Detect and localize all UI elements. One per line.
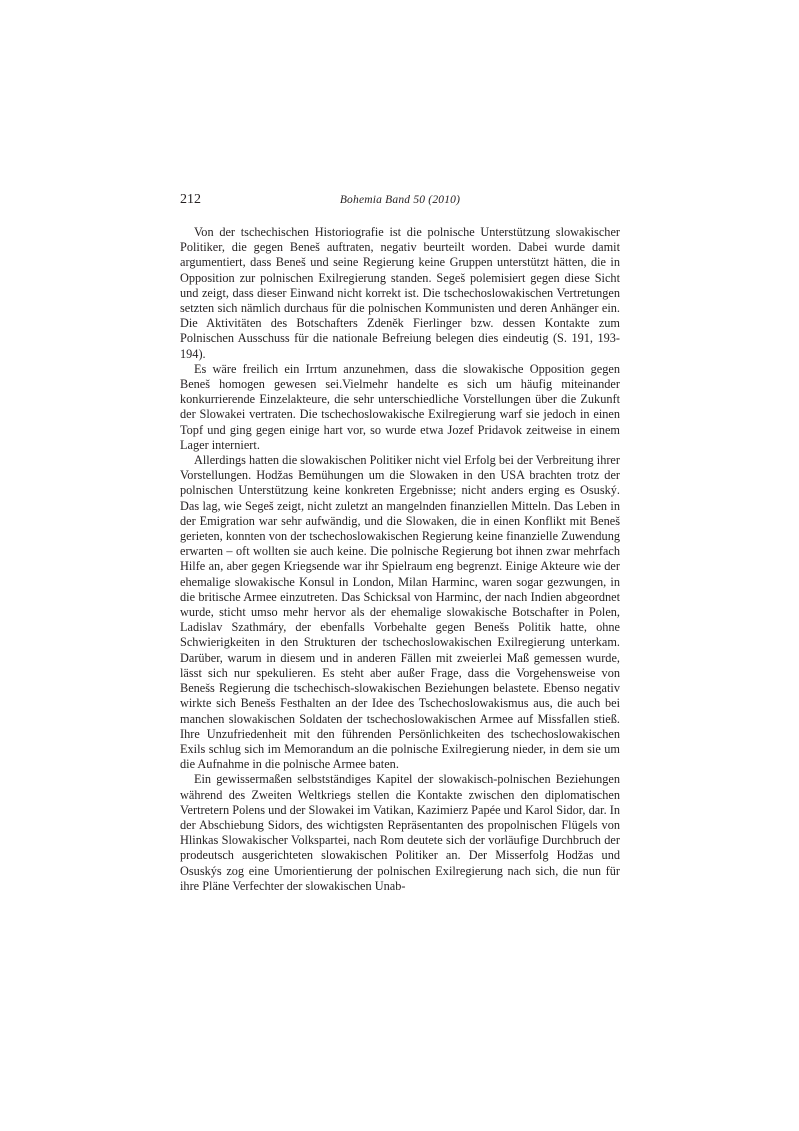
paragraph: Allerdings hatten die slowakischen Politiker nicht viel Erfolg bei der Verbreitung ihrer Vorstellungen. Hodžas Bemühungen um die Slowaken in den USA brachten trotz der polnischen Unterstützung keine konkreten Ergebnisse; nicht anders erging es Osuský. Das lag, wie Segeš zeigt, nicht zuletzt an mangelnden finanziellen Mitteln. Das Leben in der Emigration war sehr aufwändig, und die Slowaken, die in einen Konflikt mit Beneš gerieten, konnten von der tschechoslowakischen Regierung keine finanzielle Zuwendung erwarten – oft wollten sie auch keine. Die polnische Regierung bot ihnen zwar mehrfach Hilfe an, aber gegen Kriegsende war ihr Spielraum eng begrenzt. Einige Akteure wie der ehemalige slowakische Konsul in London, Milan Harminc, waren sogar gezwungen, in die britische Armee einzutreten. Das Schicksal von Harminc, der nach Indien abgeordnet wurde, sticht umso mehr hervor als der ehemalige slowakische Botschafter in Polen, Ladislav Szathmáry, der ebenfalls Vorbehalte gegen Benešs Politik hatte, ohne Schwierigkeiten in den Strukturen der tschechoslowakischen Exilregierung unterkam. Darüber, warum in diesem und in anderen Fällen mit zweierlei Maß gemessen wurde, lässt sich nur spekulieren. Es steht aber außer Frage, dass die Vorgehensweise von Benešs Regierung die tschechisch-slowakischen Beziehungen belastete. Ebenso negativ wirkte sich Benešs Festhalten an der Idee des Tschechoslowakismus aus, die auch bei manchen slowakischen Soldaten der tschechoslowakischen Armee auf Missfallen stieß. Ihre Unzufriedenheit mit den führenden Persönlichkeiten des tschechoslowakischen Exils schlug sich im Memorandum an die polnische Exilregierung nieder, in dem sie um die Aufnahme in die polnische Armee baten. bbox=[180, 453, 620, 772]
paragraph: Ein gewissermaßen selbstständiges Kapitel der slowakisch-polnischen Beziehungen während des Zweiten Weltkriegs stellen die Kontakte zwischen den diplomatischen Vertretern Polens und der Slowakei im Vatikan, Kazimierz Papée und Karol Sidor, dar. In der Abschiebung Sidors, des wichtigsten Repräsentanten des propolnischen Flügels von Hlinkas Slowakischer Volkspartei, nach Rom deutete sich der vorläufige Durchbruch der prodeutsch ausgerichteten slowakischen Politiker an. Der Misserfolg Hodžas und Osuskýs zog eine Umorientierung der polnischen Exilregierung nach sich, die nun für ihre Pläne Verfechter der slowakischen Unab- bbox=[180, 772, 620, 893]
body-text bbox=[180, 225, 620, 894]
paragraph: Von der tschechischen Historiografie ist die polnische Unterstützung slowakischer Politiker, die gegen Beneš auftraten, negativ beurteilt worden. Dabei wurde damit argumentiert, dass Beneš und seine Regierung keine Gruppen unterstützt hätten, die in Opposition zur polnischen Exilregierung standen. Segeš polemisiert gegen diese Sicht und zeigt, dass dieser Einwand nicht korrekt ist. Die tschechoslowakischen Vertretungen setzten sich nämlich durchaus für die polnischen Kommunisten und deren Anhänger ein. Die Aktivitäten des Botschafters Zdeněk Fierlinger bzw. dessen Kontakte zum Polnischen Ausschuss für die nationale Befreiung belegen dies eindeutig (S. 191, 193-194). bbox=[180, 225, 620, 361]
running-title: Bohemia Band 50 (2010) bbox=[339, 194, 461, 206]
page-header bbox=[180, 191, 620, 211]
paragraph: Es wäre freilich ein Irrtum anzunehmen, dass die slowakische Opposition gegen Beneš homogen gewesen sei.Vielmehr handelte es sich um häufig miteinander konkurrierende Einzelakteure, die sehr unterschiedliche Vorstellungen über die Zukunft der Slowakei vertraten. Die tschechoslowakische Exilregierung warf sie jedoch in einen Topf und ging gegen einige hart vor, so wurde etwa Jozef Pridavok zeitweise in einem Lager interniert. bbox=[180, 361, 620, 452]
page-number: 212 bbox=[180, 192, 201, 207]
